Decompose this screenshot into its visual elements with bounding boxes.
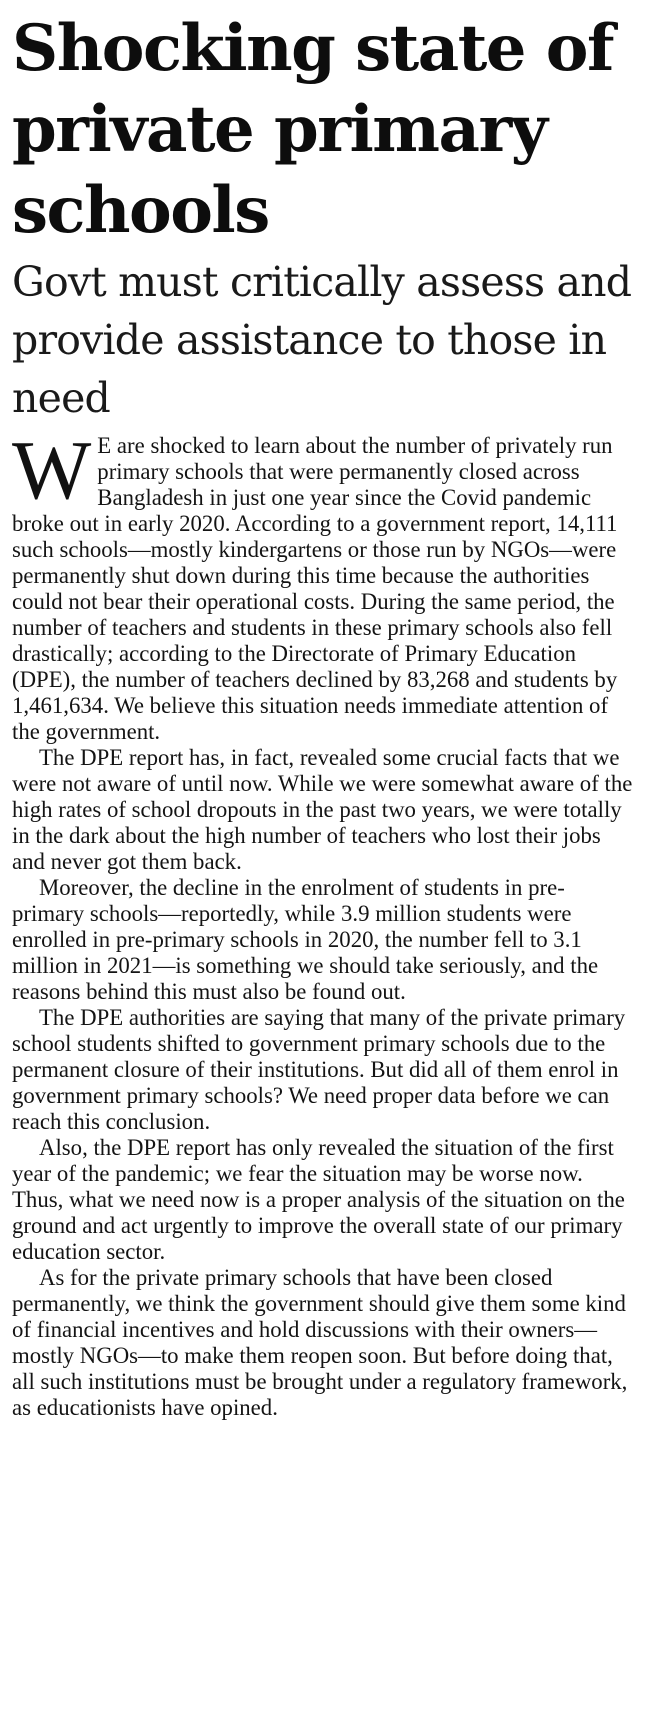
article-body <box>12 424 634 1421</box>
editorial-article <box>12 0 634 1421</box>
headline: Shocking state of private primary schools <box>12 11 613 248</box>
paragraph-1 <box>12 424 634 745</box>
paragraph-5: Also, the DPE report has only revealed the situation of the first year of the pandemic; we fear the situation may be worse now. Thus, what we need now is a proper analysis of the situation on the ground and act urgently to improve the overall state of our primary education sector. <box>12 1135 625 1264</box>
subheadline: Govt must critically assess and provide assistance to those in need <box>12 258 632 422</box>
paragraph-6: As for the private primary schools that have been closed permanently, we think the government should give them some kind of financial incentives and hold discussions with their owners—mostly NGOs—to make them reopen soon. But before doing that, all such institutions must be brought under a regulatory framework, as educationists have opined. <box>12 1265 628 1420</box>
paragraph-1-text: E are shocked to learn about the number of privately run primary schools that were permanently closed across Bangladesh in just one year since the Covid pandemic broke out in early 2020. According to a government report, 14,111 such schools—mostly kindergartens or those run by NGOs—were permanently shut down during this time because the authorities could not bear their operational costs. During the same period, the number of teachers and students in these primary schools also fell drastically; according to the Directorate of Primary Education (DPE), the number of teachers declined by 83,268 and students by 1,461,634. We believe this situation needs immediate attention of the government. <box>12 433 618 744</box>
paragraph-4: The DPE authorities are saying that many of the private primary school students shifted to government primary schools due to the permanent closure of their institutions. But did all of them enrol in government primary schools? We need proper data before we can reach this conclusion. <box>12 1005 626 1134</box>
paragraph-2: The DPE report has, in fact, revealed some crucial facts that we were not aware of until now. While we were somewhat aware of the high rates of school dropouts in the past two years, we were totally in the dark about the high number of teachers who lost their jobs and never got them back. <box>12 745 633 874</box>
paragraph-3: Moreover, the decline in the enrolment of students in pre-primary schools—reportedly, while 3.9 million students were enrolled in pre-primary schools in 2020, the number fell to 3.1 million in 2021—is something we should take seriously, and the reasons behind this must also be found out. <box>12 875 599 1004</box>
drop-cap: W <box>12 424 92 517</box>
